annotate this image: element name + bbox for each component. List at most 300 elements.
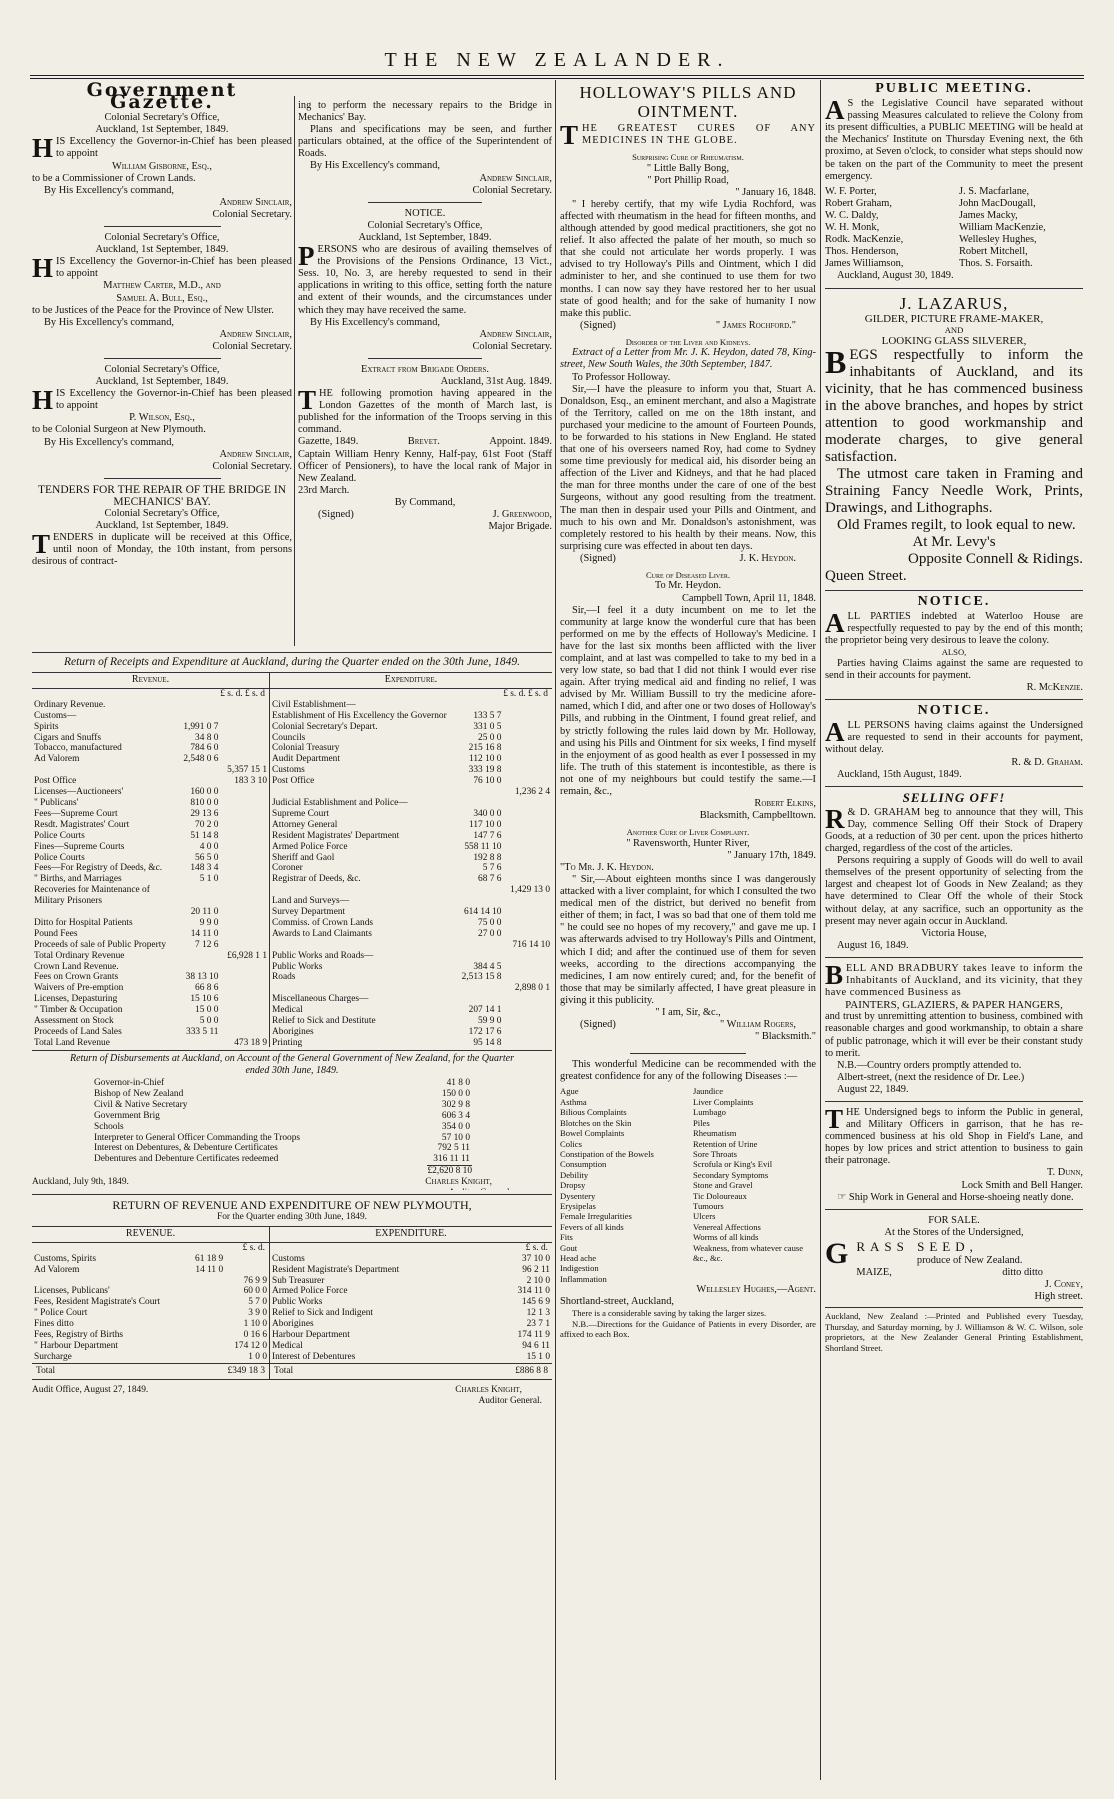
item-label: Police Courts [34, 852, 85, 863]
item-label: Ad Valorem [34, 1264, 80, 1275]
item-label: Licenses—Auctioneers' [34, 787, 124, 798]
revenue-row [32, 907, 269, 918]
notice-title: NOTICE. [404, 207, 446, 219]
item-label: Interest of Debentures [272, 1351, 356, 1362]
command: By His Excellency's command, [44, 316, 174, 328]
item-label: Fines ditto [34, 1319, 74, 1330]
amount [220, 743, 269, 754]
selling-off-text: & D. GRAHAM beg to announce that they will, This Day, commence Selling Off their Stock of Drapery Goods, at a reduction of 30 per cent. upon the prices hitherto charged, regardless of the cost of the articles. [825, 806, 1083, 855]
disease-item: Head ache [560, 1252, 597, 1263]
item-label: Crown Land Revenue. [34, 961, 119, 972]
notice-text: Parties having Claims against the same are requested to send in their accounts for payment. [825, 657, 1083, 681]
lazarus-text: Old Frames regilt, to look equal to new. [837, 517, 1076, 534]
signature-role: Auditor General. [478, 1395, 542, 1406]
amount [181, 711, 220, 722]
signature: J. Greenwood, [492, 509, 552, 520]
amount: 183 3 10 [234, 776, 267, 787]
item-label: Cigars and Snuffs [34, 732, 102, 743]
signature: Andrew Sinclair, [479, 328, 552, 340]
revenue-row [32, 711, 269, 722]
plymouth-revenue-table [32, 1254, 269, 1363]
expenditure-row [270, 896, 552, 907]
amount: 2 10 0 [526, 1275, 550, 1286]
amount [503, 863, 552, 874]
brigade-text: HE following promotion having appeared in the London Gazettes of the month of March last, is published for the information of the Troops serving in this command. [298, 388, 552, 436]
revenue-table [32, 700, 269, 1047]
signature-role: Colonial Secretary. [212, 460, 292, 472]
amount: 34 8 0 [195, 732, 219, 743]
revenue-row [32, 1038, 269, 1047]
amount: 56 5 0 [195, 852, 219, 863]
item-label: Total Land Revenue [34, 1037, 110, 1047]
item-label: Coroner [272, 863, 303, 874]
disease-item: Tic Doloureaux [693, 1190, 747, 1201]
amount: 112 10 0 [469, 754, 502, 765]
amount [187, 1286, 225, 1297]
revenue-row [32, 1352, 269, 1363]
expenditure-row [270, 1265, 552, 1276]
item-label: Fines—Supreme Courts [34, 841, 125, 852]
divider [104, 478, 221, 479]
expenditure-row [270, 1308, 552, 1319]
item-label: Bishop of New Zealand [94, 1088, 184, 1099]
revenue-row [32, 994, 269, 1005]
role: to be Justices of the Peace for the Province of New Ulster. [32, 304, 274, 316]
directions-note: N.B.—Directions for the Guidance of Patients in every Disorder, are affixed to each Box. [560, 1318, 816, 1340]
item-label: Fees—Supreme Court [34, 808, 118, 819]
disease-item: Secondary Symptoms [693, 1169, 769, 1180]
item-label: " Timber & Occupation [34, 1005, 123, 1016]
amount [220, 983, 269, 994]
disease-item: Gout [560, 1242, 578, 1253]
signatory-name: J. S. Macfarlane, [959, 185, 1030, 197]
amount: 76 10 0 [473, 776, 502, 787]
expenditure-row [270, 1005, 552, 1016]
divider [825, 699, 1083, 700]
amount [503, 951, 552, 962]
divider [368, 202, 482, 203]
amount [220, 972, 269, 983]
signatory-name: James Macky, [959, 209, 1018, 221]
item-label: Colonial Treasury [272, 743, 340, 754]
diseases-intro: This wonderful Medicine can be recommended with the greatest confidence for any of the following Diseases :— [560, 1059, 816, 1083]
public-meeting-title: PUBLIC MEETING. [875, 81, 1033, 96]
disease-item: Jaundice [693, 1086, 724, 1097]
expenditure-row [270, 1319, 552, 1330]
signature: Charles Knight, [455, 1384, 522, 1395]
amount: 331 0 5 [473, 721, 502, 732]
divider [825, 288, 1083, 289]
amount: 7 12 6 [195, 939, 219, 950]
amount: 792 5 11 [437, 1143, 470, 1154]
date: Audit Office, August 27, 1849. [32, 1384, 149, 1395]
amount [220, 962, 269, 973]
item-label: Supreme Court [272, 808, 330, 819]
amount: 473 18 9 [234, 1037, 267, 1047]
amount [503, 754, 552, 765]
signature: Andrew Sinclair, [219, 448, 292, 460]
item-label: " Harbour Department [34, 1340, 119, 1351]
amount: 9 9 0 [199, 917, 219, 928]
amount: 4 0 0 [199, 841, 219, 852]
amount [503, 994, 552, 1005]
item-label: Armed Police Force [272, 841, 348, 852]
amount [220, 940, 269, 951]
amount [503, 842, 552, 853]
amount: 316 11 11 [433, 1154, 470, 1165]
amount [460, 885, 504, 896]
lazarus-location: At Mr. Levy's [912, 534, 996, 551]
amount [503, 743, 552, 754]
date: August 22, 1849. [837, 1083, 909, 1095]
amount [503, 972, 552, 983]
appointee: Matthew Carter, M.D., and [103, 280, 221, 292]
signed: (Signed) [318, 509, 354, 520]
signatory-name: James Williamson, [825, 258, 904, 270]
gazette-left [32, 80, 292, 650]
amount [503, 776, 552, 787]
amount [220, 842, 269, 853]
item-label: Waivers of Pre-emption [34, 983, 124, 994]
amount [503, 733, 552, 744]
notice-text: LL PERSONS having claims against the Undersigned are requested to send in their accounts for payment, without delay. [825, 720, 1083, 756]
signature-role: Major Brigade. [488, 521, 552, 533]
item-label: Ordinary Revenue. [34, 699, 106, 710]
amount [220, 874, 269, 885]
amount [220, 722, 269, 733]
amount: 5,357 15 1 [227, 765, 267, 776]
brigade-title: Extract from Brigade Orders. [360, 363, 490, 375]
item-label: Roads [272, 972, 296, 983]
revenue-row [32, 863, 269, 874]
expenditure-row [270, 809, 552, 820]
disease-item: Dropsy [560, 1180, 586, 1191]
amount [181, 885, 220, 907]
signatories [825, 186, 1083, 271]
tender-title: TENDERS FOR THE REPAIR OF THE BRIDGE IN MECHANICS' BAY. [37, 483, 287, 508]
expenditure-row [270, 1027, 552, 1038]
maize: MAIZE, [856, 1267, 892, 1278]
item-label: Establishment of His Excellency the Governor [272, 710, 447, 721]
amount [181, 962, 220, 973]
address: Albert-street, (next the residence of Dr. Lee.) [837, 1071, 1025, 1083]
gazette-heading: Government Gazette. [86, 80, 238, 114]
item-label: Colonial Secretary's Depart. [272, 721, 378, 732]
item-label: Post Office [272, 776, 315, 787]
notice-title: NOTICE. [917, 594, 991, 610]
disease-item: Female Irregularities [560, 1211, 632, 1222]
disease-item: Dysentery [560, 1190, 596, 1201]
office: Colonial Secretary's Office, [104, 112, 220, 124]
amount [220, 853, 269, 864]
disbursement-row [92, 1111, 472, 1122]
disbursement-row [92, 1143, 472, 1154]
amount: 29 13 6 [190, 808, 219, 819]
gazette-notice: Colonial Secretary's Office, Auckland, 1st September, 1849. HIS Excellency the Governor-in-Chief has been pleased to appoint William Gisborne, Esq., to be a Commissioner of Crown Lands. By His Excellency's command, Andrew Sinclair, Colonial Secretary. [32, 112, 292, 220]
amount [225, 1254, 269, 1265]
disbursements-total: £2,620 8 10 [427, 1166, 472, 1177]
saving-note: There is a considerable saving by taking the larger sizes. [572, 1308, 767, 1319]
disbursement-row [92, 1078, 472, 1089]
signature-role: Colonial Secretary. [212, 208, 292, 220]
expenditure-row [270, 820, 552, 831]
divider [825, 590, 1083, 591]
lsd-header: £ s. d. £ s. d [220, 688, 265, 699]
lazarus-trade: GILDER, PICTURE FRAME-MAKER, [864, 312, 1044, 325]
item-label: Relief to Sick and Destitute [272, 1016, 376, 1027]
amount: 57 10 0 [441, 1132, 470, 1143]
disease-item: Inflammation [560, 1273, 607, 1284]
amount [187, 1276, 225, 1287]
item-label: Licenses, Publicans' [34, 1286, 110, 1297]
revenue-row [32, 962, 269, 973]
case-heading: Disorder of the Liver and Kidneys. [625, 336, 751, 347]
item-label: Interest on Debentures, & Debenture Certificates [94, 1143, 278, 1154]
expenditure-row [270, 874, 552, 885]
amount [187, 1330, 225, 1341]
signatory-name: Robert Graham, [825, 197, 892, 209]
date: Auckland, August 30, 1849. [837, 270, 954, 282]
date: Auckland, 1st September, 1849. [95, 376, 229, 388]
command: By His Excellency's command, [44, 184, 174, 196]
disease-item: Ague [560, 1086, 579, 1097]
amount: £6,928 1 1 [227, 950, 267, 961]
date: Auckland, 1st September, 1849. [95, 244, 229, 256]
disease-item: Sore Throats [693, 1148, 737, 1159]
gazette-ref: Gazette, 1849. [298, 436, 359, 448]
plymouth-subtitle: For the Quarter ending 30th June, 1849. [217, 1212, 367, 1222]
disease-item: Blotches on the Skin [560, 1117, 632, 1128]
revenue-row [32, 831, 269, 842]
item-label: Armed Police Force [272, 1286, 348, 1297]
role: to be a Commissioner of Crown Lands. [32, 172, 196, 184]
amount [503, 700, 552, 711]
expenditure-row [270, 885, 552, 896]
amount [460, 951, 504, 962]
item-label: Customs [272, 765, 305, 776]
amount: 340 0 0 [473, 808, 502, 819]
diseases-column-2 [693, 1086, 816, 1284]
expenditure-row [270, 907, 552, 918]
amount: 68 7 6 [478, 874, 502, 885]
command: By Command, [394, 496, 456, 508]
disease-item: Constipation of the Bowels [560, 1148, 654, 1159]
amount: 558 11 10 [464, 841, 502, 852]
revenue-row [32, 743, 269, 754]
amount [220, 711, 269, 722]
office: Colonial Secretary's Office, [104, 363, 220, 375]
column-rule [294, 96, 295, 646]
signature: R. & D. Graham. [1011, 756, 1083, 768]
disbursement-row [92, 1154, 472, 1165]
revenue-row [32, 1341, 269, 1352]
disease-item: Weakness, from whatever cause [693, 1242, 804, 1253]
expenditure-row [270, 1330, 552, 1341]
amount: 0 16 6 [243, 1330, 267, 1341]
amount: 117 10 0 [469, 819, 502, 830]
shop-name: Victoria House, [921, 927, 987, 939]
item-label: Audit Department [272, 754, 340, 765]
revenue-row [32, 929, 269, 940]
revenue-row [32, 820, 269, 831]
amount [503, 896, 552, 907]
signature: " James Rochford." [715, 319, 796, 331]
item-label: Assessment on Stock [34, 1016, 114, 1027]
amount [503, 929, 552, 940]
signature-place: Blacksmith, Campbelltown. [699, 810, 816, 822]
item-label: Resident Magistrates' Department [272, 830, 400, 841]
item-label: Police Courts [34, 830, 85, 841]
date: Auckland, 1st September, 1849. [358, 231, 492, 243]
item-label: Surcharge [34, 1351, 72, 1362]
disease-item: Erysipelas [560, 1200, 596, 1211]
item-label: Fees, Registry of Births [34, 1330, 124, 1341]
expenditure-header: EXPENDITURE. [270, 1227, 552, 1243]
amount: 302 9 8 [441, 1099, 470, 1110]
divider [825, 1209, 1083, 1210]
revenue-row [32, 951, 269, 962]
address: High street. [1034, 1291, 1083, 1303]
amount [220, 1027, 269, 1038]
expenditure-table [270, 700, 552, 1047]
appointee: William Gisborne, Esq., [111, 160, 213, 172]
amount: 12 1 3 [526, 1308, 550, 1319]
disease-item: Colics [560, 1138, 582, 1149]
item-label: Harbour Department [272, 1330, 350, 1341]
total-value: £349 18 3 [227, 1365, 265, 1376]
revenue-row [32, 940, 269, 951]
disease-item: Indigestion [560, 1263, 599, 1274]
amount [181, 951, 220, 962]
produce-note: produce of New Zealand. [916, 1254, 1023, 1266]
agent: Wellesley Hughes,—Agent. [696, 1284, 816, 1296]
date: August 16, 1849. [837, 939, 909, 951]
amount: 354 0 0 [441, 1121, 470, 1132]
case-text: Sir,—I have the pleasure to inform you that, Stuart A. Donaldson, Esq., an eminent merchant, and also a Magistrate of the Territory, called on me on the 18th instant, and purchased your medicine to the amount of Fourteen Pounds, to be forwarded to his stations in New England. He stated that one of his overseers named Roy, had come to Sydney some time previously for medical aid, his disorder being an affection of the Liver and Kidneys, and that he had placed the man for three months under the care of one of the best Surgeons, without any good resulting from the treatment. The man then in despair used your Pills and Ointment, and much to his own and Mr. Donaldson's astonishment, was completely restored to his health by their means. Now, this surprising cure was effected in about ten days. [560, 383, 816, 552]
amount: 606 3 4 [441, 1110, 470, 1121]
item-label: " Publicans' [34, 797, 79, 808]
bell-bradbury-trades: PAINTERS, GLAZIERS, & PAPER HANGERS, [845, 999, 1063, 1012]
lsd-header: £ s. d. £ s. d [503, 688, 548, 699]
public-meeting-text: S the Legislative Council have separated without passing Measures calculated to relieve the Colony from its present difficulties, a PUBLIC MEETING will be heald at the Mechanics' Institute on Thursday Evening next, the 6th proximo, at Seven o'clock, to consider what steps should now be taken on the part of the Community to meet the present emergency. [825, 98, 1083, 182]
amount [220, 733, 269, 744]
amount: 5 0 0 [199, 1016, 219, 1027]
disease-item: Debility [560, 1169, 589, 1180]
revenue-row [32, 787, 269, 798]
case-heading: Cure of Diseased Liver. [645, 570, 731, 580]
revenue-row [32, 733, 269, 744]
selling-off-title: SELLING OFF! [902, 789, 1006, 805]
dunn-text: HE Undersigned begs to inform the Public in general, and Military Officers in garrison, that he has re-commenced business at his old Shop in Field's Lane, and hopes by low prices and strict attention to business to gain their patronage. [825, 1106, 1083, 1167]
amount: 96 2 11 [522, 1264, 550, 1275]
amount [503, 820, 552, 831]
amount [220, 700, 269, 711]
office: Colonial Secretary's Office, [104, 508, 220, 519]
disease-item: Rheumatism [693, 1128, 737, 1139]
amount [503, 711, 552, 722]
masthead-rule-2 [30, 78, 1084, 79]
item-label: Public Works and Roads— [272, 950, 374, 961]
revenue-header: Revenue. [32, 673, 269, 689]
item-label: Survey Department [272, 907, 346, 918]
item-label: Commiss. of Crown Lands [272, 917, 374, 928]
amount: 37 10 0 [521, 1253, 550, 1264]
signature: T. Dunn, [1046, 1167, 1083, 1179]
signature: Robert Elkins, [754, 798, 816, 810]
revenue-row [32, 1016, 269, 1027]
expenditure-row [270, 972, 552, 983]
expenditure-row [270, 1016, 552, 1027]
disease-item: Fits [560, 1232, 573, 1243]
new-plymouth-returns [32, 1194, 552, 1784]
amount: 192 8 8 [473, 852, 502, 863]
item-label: Sub Treasurer [272, 1275, 325, 1286]
item-label: Public Works [272, 1297, 323, 1308]
holloway-subtitle: HE GREATEST CURES OF ANY MEDICINES IN THE GLOBE. [582, 123, 816, 147]
date: " January 17th, 1849. [727, 849, 816, 861]
expenditure-row [270, 962, 552, 973]
amount [220, 863, 269, 874]
amount: 133 5 7 [473, 710, 502, 721]
item-label: Medical [272, 1005, 303, 1016]
amount [220, 754, 269, 765]
lazarus-name: J. LAZARUS, [899, 293, 1009, 313]
item-label [32, 765, 181, 776]
also: ALSO, [941, 647, 967, 658]
amount: 15 1 0 [526, 1351, 550, 1362]
amount: 215 16 8 [468, 743, 502, 754]
revenue-row [32, 853, 269, 864]
amount: 1,429 13 0 [510, 885, 550, 896]
printer-imprint: Auckland, New Zealand :—Printed and Published every Tuesday, Thursday, and Saturday morning, by J. Williamson & W. C. Wilson, sole proprietors, at the New Zealander General Printing Establishment, Shortland Street. [825, 1311, 1083, 1353]
amount: 14 11 0 [195, 1264, 224, 1275]
holloway-advertisement: HOLLOWAY'S PILLS AND OINTMENT. THE GREATEST CURES OF ANY MEDICINES IN THE GLOBE. Surprising Cure of Rheumatism. " Little Bally Bong, " Port Phillip Road, " January 16, 1848. " I hereby certify, that my wife Lydia Rochford, was affected with rheumatism in the head for fifteen months, and although attended by good medical practitioners, she got no relief. It also affected the palate of her mouth, so much so that she could not articulate her words properly. I was advised to try Holloway's Pills and Ointment, which I did administer to her, and she continued to use them for two months. I can now say they have restored her to her usual state of good health; and for the sake of humanity I now make this public. (Signed) " James Rochford." Disorder of the Liver and Kidneys. Extract of a Letter from Mr. J. K. Heydon, dated 78, King-street, New South Wales, the 30th September, 1847. To Professor Holloway. Sir,—I have the pleasure to inform you that, Stuart A. Donaldson, Esq., an eminent merchant, and also a Magistrate of the Territory, called on me on the 18th instant, and purchased your medicine to the amount of Fourteen Pounds, to be forwarded to his stations in New England. He stated that one of his overseers named Roy, had come to Sydney some time previously for medical aid, his disorder being an affection of the Liver and Kidneys, and that he had placed the man for three months under the care of one of the best Surgeons, without any good resulting from the treatment. The man then in despair used your Pills and Ointment, and much to his own and Mr. Donaldson's astonishment, was completely restored to his health by their means. Now, this surprising cure was effected in about ten days. (Signed) J. K. Heydon. Cure of Diseased Liver. To Mr. Heydon. Campbell Town, April 11, 1848. Sir,—I feel it a duty incumbent on me to let the community at large know the wonderful cure that has been performed on me by the effects of Holloway's Medicine. I have for the last six months been afflicted with the liver complaint, and at last was compelled to take to my bed in a very low state, so bad that I did not think I would ever rise again. After trying medical aid and finding no relief, I was advised by Mr. William Bussill to try the medicine afore-named, which I did, and after one or two doses of Holloway's Pills, and rubbing in the Ointment, I found great relief, and by strictly following the rules laid down by Mr. Holloway, and using his Pills and Ointment for six weeks, I find myself in the enjoyment of as good health as ever I possessed in my life. The truth of this statement is incontestible, as there is not one of my neighbours but could testify the same.—I remain, &c., Robert Elkins, Blacksmith, Campbelltown. Another Cure of Liver Complaint. " Ravensworth, Hunter River, " January 17th, 1849. "To Mr. J. K. Heydon. " Sir,—About eighteen months since I was dangerously attacked with a liver complaint, for which I consulted the two medical men of the district, but derived no benefit from either of them; in fact, I was so bad that one of them told me " he could see no hopes of my recovery," and gave me up. I was afterwards advised to try Holloway's Pills and Ointment, which I did; and after the continued use of them for seven weeks, according to the directions accompanying the medicines, I am now entirely cured; and, for the benefit of those that may be similarly affected, I have great pleasure in giving it this publicity. " I am, Sir, &c., (Signed) " William Rogers, " Blacksmith." This wonderful Medicine can be recommended with the greatest confidence for any of the following Diseases :— Ague Asthma Bilious Complaints Blotches on the Skin Bowel Complaints Colics Constipation of the Bowels Consumption Debility Dropsy Dysentery Erysipelas Female Irregularities Fevers of all kinds Fits Gout Head ache Indigestion Inflammation Jaundice Liver Complaints Lumbago Piles Rheumatism Retention of Urine Sore Throats Scrofula or King's Evil Secondary Symptoms Stone and Gravel Tic Doloureaux Tumours Ulcers Venereal Affections Worms of all kinds Weakness, from whatever cause &c., &c. Wellesley Hughes,—Agent. Shortland-street, Auckland, There is a considerable saving by taking the larger sizes. N.B.—Directions for the Guidance of Patients in every Disorder, are affixed to each Box. [560, 83, 816, 1340]
disease-item: Scrofula or King's Evil [693, 1159, 773, 1170]
item-label: Miscellaneous Charges— [272, 994, 369, 1005]
item-label: Interpreter to General Officer Commanding the Troops [94, 1132, 301, 1143]
dunn-ship-work: Ship Work in General and Horse-shoeing neatly done. [848, 1191, 1074, 1203]
appointment: Appoint. 1849. [489, 436, 552, 448]
amount: 810 0 0 [190, 797, 219, 808]
lsd-header: £ s. d. [525, 1242, 548, 1253]
divider [630, 1053, 745, 1054]
amount: 172 17 6 [468, 1027, 502, 1037]
case-intro: Extract of a Letter from Mr. J. K. Heydon, dated 78, King-street, New South Wales, the 30th September, 1847. [560, 347, 816, 371]
brevet: Brevet. [407, 436, 440, 448]
amount [187, 1297, 225, 1308]
amount: 333 19 8 [468, 765, 502, 776]
expenditure-row [270, 994, 552, 1005]
signature-role: " Blacksmith." [754, 1031, 816, 1043]
divider [825, 1101, 1083, 1102]
amount: 95 14 8 [473, 1037, 502, 1047]
item-label: Customs, Spirits [34, 1253, 96, 1264]
and: AND [944, 324, 964, 335]
amount: 51 14 8 [190, 830, 219, 841]
signature-role: Colonial Secretary. [212, 340, 292, 352]
amount: 3 9 0 [248, 1308, 267, 1319]
item-label: Attorney General [272, 819, 338, 830]
expenditure-row [270, 743, 552, 754]
amount [460, 798, 504, 809]
amount [220, 1016, 269, 1027]
expenditure-row [270, 722, 552, 733]
amount: 5 7 0 [248, 1297, 267, 1308]
address: " Ravensworth, Hunter River, [626, 837, 750, 849]
disease-item: Stone and Gravel [693, 1180, 753, 1191]
expenditure-row [270, 1276, 552, 1287]
expenditure-row [270, 1286, 552, 1297]
